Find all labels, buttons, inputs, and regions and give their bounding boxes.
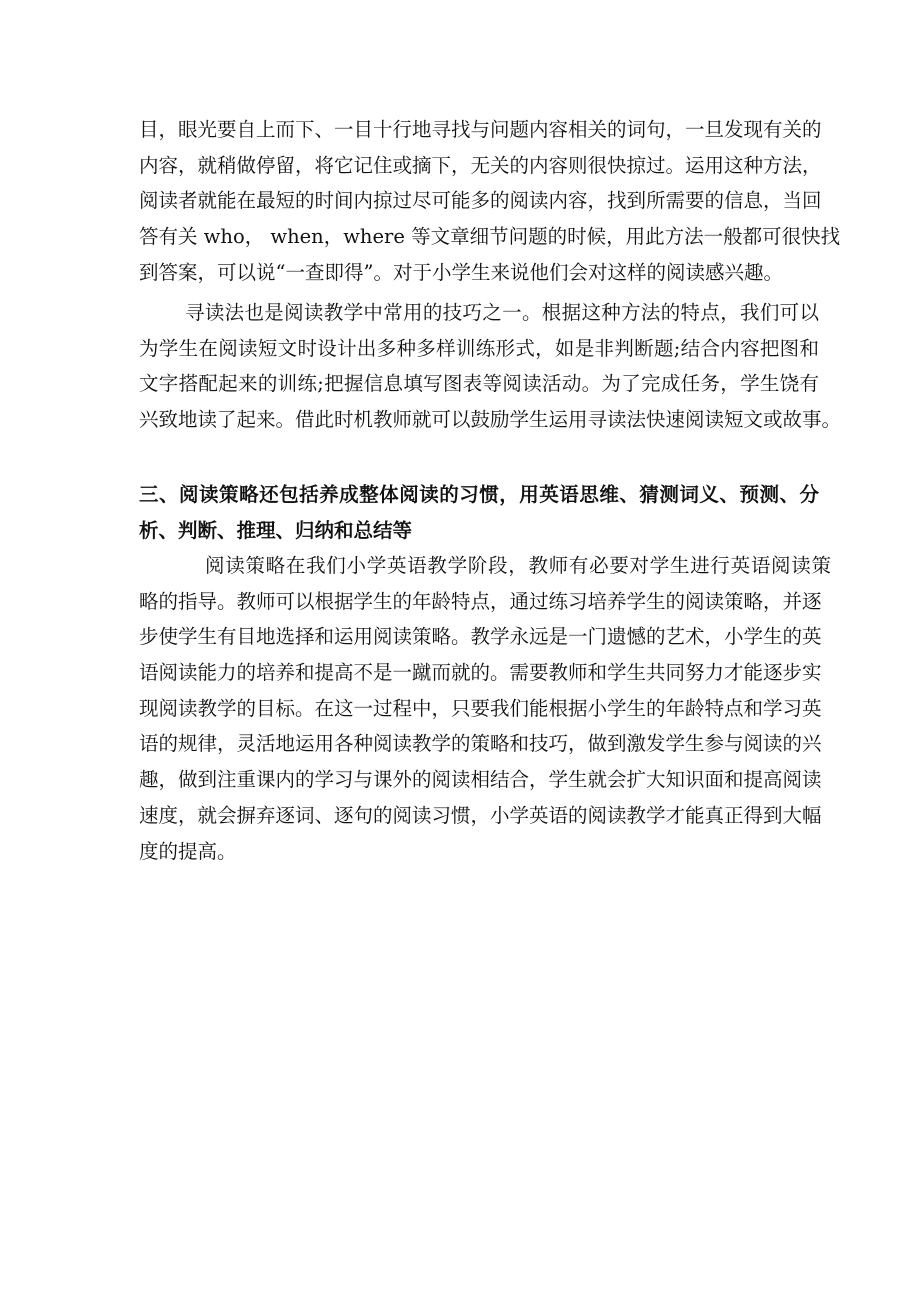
text-line: 语的规律，灵活地运用各种阅读教学的策略和技巧，做到激发学生参与阅读的兴	[139, 732, 822, 756]
text-line: 寻读法也是阅读教学中常用的技巧之一。根据这种方法的特点，我们可以	[185, 301, 819, 324]
text-line: 语阅读能力的培养和提高不是一蹴而就的。需要教师和学生共同努力才能逐步实	[139, 661, 822, 685]
paragraph-scan-reading-techniques	[139, 295, 842, 438]
paragraph-reading-strategies	[139, 548, 831, 869]
paragraph-scanning-method	[139, 112, 841, 290]
text-line: 到答案，可以说“一查即得”。对于小学生来说他们会对这样的阅读感兴趣。	[139, 260, 783, 284]
heading-line: 三、阅读策略还包括养成整体阅读的习惯，用英语思维、猜测词义、预测、分	[139, 483, 819, 506]
text-line: 步使学生有目地选择和运用阅读策略。教学永远是一门遗憾的艺术，小学生的英	[139, 625, 822, 649]
text-line: 答有关 who， when，where 等文章细节问题的时候，用此方法一般都可很快找	[139, 225, 841, 249]
text-line: 文字搭配起来的训练;把握信息填写图表等阅读活动。为了完成任务，学生饶有	[139, 372, 819, 396]
text-line: 度的提高。	[139, 839, 237, 863]
text-line: 阅读策略在我们小学英语教学阶段，教师有必要对学生进行英语阅读策	[205, 554, 831, 577]
text-line: 兴致地读了起来。借此时机教师就可以鼓励学生运用寻读法快速阅读短文或故事。	[139, 408, 842, 432]
text-line: 阅读者就能在最短的时间内掠过尽可能多的阅读内容，找到所需要的信息，当回	[139, 189, 822, 213]
text-line: 速度，就会摒弃逐词、逐句的阅读习惯，小学英语的阅读教学才能真正得到大幅	[139, 803, 822, 827]
text-line: 为学生在阅读短文时设计出多种多样训练形式，如是非判断题;结合内容把图和	[139, 336, 819, 360]
heading-line: 析、判断、推理、归纳和总结等	[139, 518, 413, 542]
section-heading-3	[139, 477, 819, 548]
text-line: 目，眼光要自上而下、一目十行地寻找与问题内容相关的词句，一旦发现有关的	[139, 118, 822, 141]
text-line: 趣，做到注重课内的学习与课外的阅读相结合，学生就会扩大知识面和提高阅读	[139, 768, 822, 792]
text-line: 略的指导。教师可以根据学生的年龄特点，通过练习培养学生的阅读策略，并逐	[139, 589, 822, 613]
text-line: 现阅读教学的目标。在这一过程中，只要我们能根据小学生的年龄特点和学习英	[139, 696, 822, 720]
text-line: 内容，就稍做停留，将它记住或摘下，无关的内容则很快掠过。运用这种方法，	[139, 153, 822, 177]
